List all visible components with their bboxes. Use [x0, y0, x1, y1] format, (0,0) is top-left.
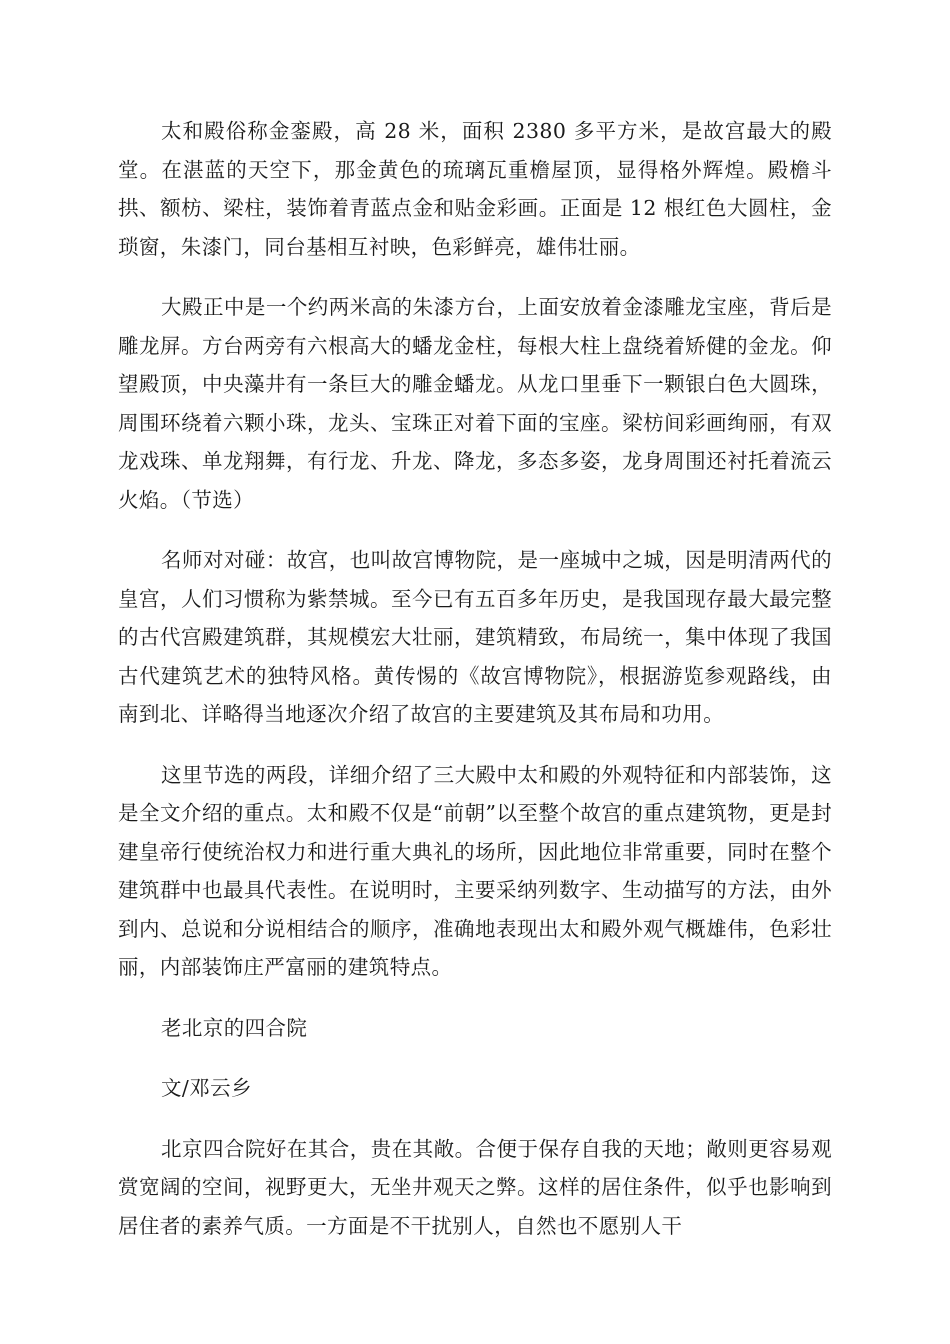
paragraph-taihedian-interior: 大殿正中是一个约两米高的朱漆方台，上面安放着金漆雕龙宝座，背后是雕龙屏。方台两旁有六根高大的蟠龙金柱，每根大柱上盘绕着矫健的金龙。仰望殿顶，中央藻井有一条巨大的雕金蟠龙。从龙口里垂下一颗银白色大圆珠，周围环绕着六颗小珠，龙头、宝珠正对着下面的宝座。梁枋间彩画绚丽，有双龙戏珠、单龙翔舞，有行龙、升龙、降龙，多态多姿，龙身周围还衬托着流云火焰。（节选）: [118, 295, 832, 512]
paragraph-commentary-gugong: 名师对对碰：故宫，也叫故宫博物院，是一座城中之城，因是明清两代的皇宫，人们习惯称为紫禁城。至今已有五百多年历史，是我国现存最大最完整的古代宫殿建筑群，其规模宏大壮丽，建筑精致，布局统一，集中体现了我国古代建筑艺术的独特风格。黄传惕的《故宫博物院》，根据游览参观路线，由南到北、详略得当地逐次介绍了故宫的主要建筑及其布局和功用。: [118, 548, 832, 726]
paragraph-siheyuan-body: 北京四合院好在其合，贵在其敞。合便于保存自我的天地；敞则更容易观赏宽阔的空间，视野更大，无坐井观天之弊。这样的居住条件，似乎也影响到居住者的素养气质。一方面是不干扰别人，自然也不愿别人干: [118, 1136, 832, 1238]
paragraph-taihedian-exterior: 太和殿俗称金銮殿，高 28 米，面积 2380 多平方米，是故宫最大的殿堂。在湛蓝的天空下，那金黄色的琉璃瓦重檐屋顶，显得格外辉煌。殿檐斗拱、额枋、梁柱，装饰着青蓝点金和贴金彩画。正面是 12 根红色大圆柱，金琐窗，朱漆门，同台基相互衬映，色彩鲜亮，雄伟壮丽。: [118, 119, 832, 259]
article-author: 文/邓云乡: [161, 1076, 252, 1100]
article-title: 老北京的四合院: [161, 1015, 308, 1040]
paragraph-commentary-analysis: 这里节选的两段，详细介绍了三大殿中太和殿的外观特征和内部装饰，这是全文介绍的重点。太和殿不仅是“前朝”以至整个故宫的重点建筑物，更是封建皇帝行使统治权力和进行重大典礼的场所，因此地位非常重要，同时在整个建筑群中也最具代表性。在说明时，主要采纳列数字、生动描写的方法，由外到内、总说和分说相结合的顺序，准确地表现出太和殿外观气概雄伟，色彩壮丽，内部装饰庄严富丽的建筑特点。: [118, 762, 832, 979]
